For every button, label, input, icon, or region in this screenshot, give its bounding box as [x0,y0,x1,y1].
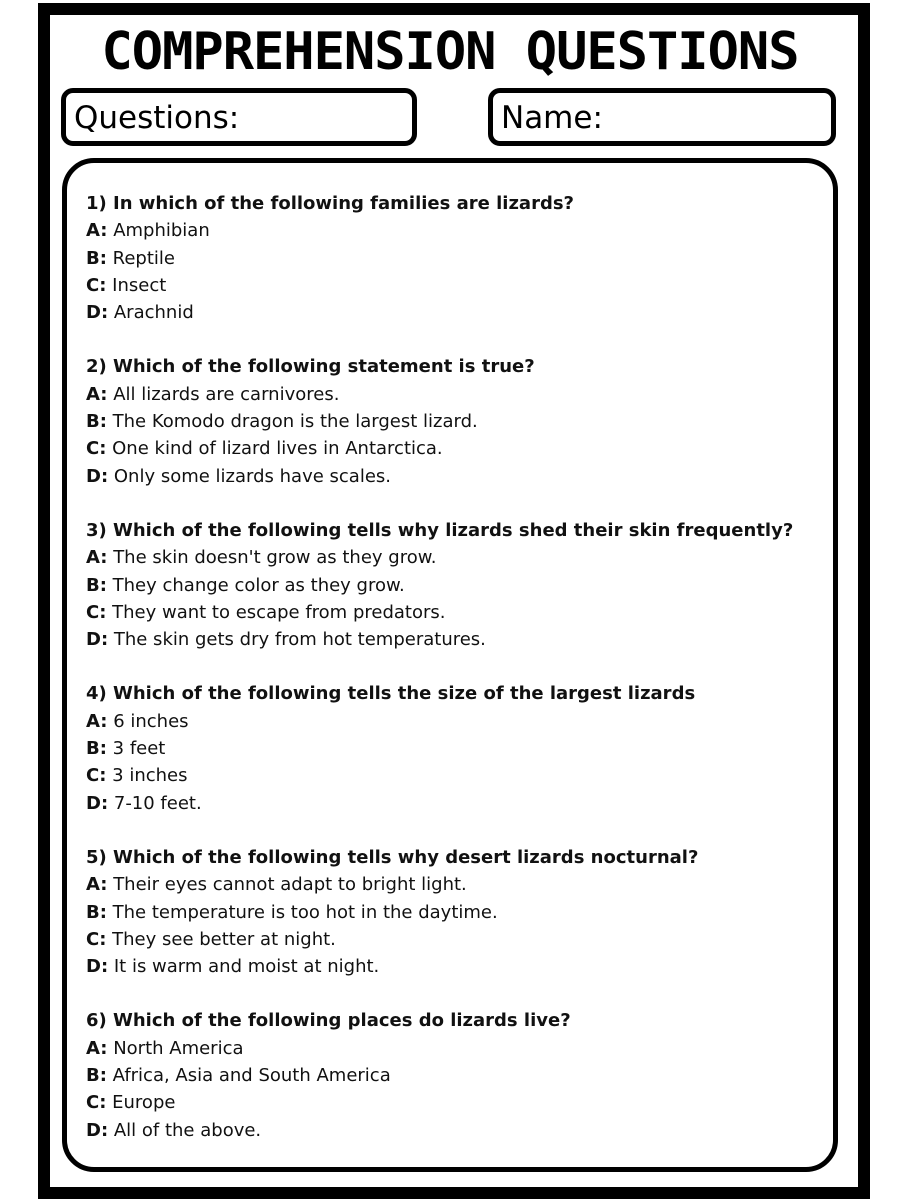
option-text: Arachnid [108,302,194,324]
name-field-box[interactable] [488,88,836,146]
option-text: 3 inches [106,765,188,787]
answer-option[interactable] [86,1035,826,1062]
page-title: COMPREHENSION QUESTIONS [101,22,799,82]
option-letter: C: [86,438,107,460]
question-text: 2) Which of the following statement is true? [86,356,535,378]
option-text: All lizards are carnivores. [107,383,340,405]
answer-option[interactable] [86,790,826,817]
option-text: 6 inches [107,710,189,732]
option-text: Insect [106,274,167,296]
option-letter: B: [86,738,107,760]
option-text: The temperature is too hot in the daytime. [106,901,498,923]
question-block [86,680,826,816]
answer-option[interactable] [86,217,826,244]
option-text: The Komodo dragon is the largest lizard. [106,411,478,433]
option-text: It is warm and moist at night. [108,956,380,978]
option-letter: B: [86,247,107,269]
option-letter: A: [86,874,108,896]
option-letter: C: [86,601,107,623]
option-text: Only some lizards have scales. [108,465,391,487]
name-label: Name: [501,100,603,136]
question-block [86,190,826,326]
answer-option[interactable] [86,435,826,462]
answer-option[interactable] [86,381,826,408]
question-block [86,844,826,980]
question-text: 4) Which of the following tells the size of the largest lizards [86,683,696,705]
option-letter: B: [86,1065,107,1087]
option-letter: D: [86,465,109,487]
option-text: They change color as they grow. [106,574,405,596]
option-letter: D: [86,1119,109,1141]
option-letter: B: [86,901,107,923]
option-letter: D: [86,629,109,651]
option-letter: C: [86,274,107,296]
option-text: Africa, Asia and South America [106,1065,391,1087]
answer-option[interactable] [86,272,826,299]
option-letter: A: [86,547,108,569]
questions-label: Questions: [74,100,240,136]
answer-option[interactable] [86,1117,826,1144]
answer-option[interactable] [86,953,826,980]
option-text: The skin doesn't grow as they grow. [107,547,437,569]
question-block [86,517,826,653]
option-letter: D: [86,956,109,978]
answer-option[interactable] [86,762,826,789]
option-letter: A: [86,710,108,732]
questions-label-box [61,88,417,146]
option-letter: C: [86,928,107,950]
answer-option[interactable] [86,626,826,653]
option-text: Amphibian [107,220,210,242]
option-letter: C: [86,1092,107,1114]
answer-option[interactable] [86,463,826,490]
answer-option[interactable] [86,408,826,435]
question-text: 1) In which of the following families are lizards? [86,193,574,214]
option-letter: B: [86,411,107,433]
answer-option[interactable] [86,599,826,626]
option-text: 7-10 feet. [108,792,202,814]
question-block [86,1007,826,1143]
answer-option[interactable] [86,871,826,898]
question-text: 5) Which of the following tells why desert lizards nocturnal? [86,846,699,868]
answer-option[interactable] [86,708,826,735]
option-letter: C: [86,765,107,787]
option-text: 3 feet [106,738,166,760]
option-text: They see better at night. [106,928,336,950]
option-letter: D: [86,302,109,324]
option-text: North America [107,1037,244,1059]
answer-option[interactable] [86,544,826,571]
option-letter: D: [86,792,109,814]
answer-option[interactable] [86,572,826,599]
option-letter: B: [86,574,107,596]
option-text: Their eyes cannot adapt to bright light. [107,874,467,896]
option-text: All of the above. [108,1119,262,1141]
question-list [86,190,826,1171]
option-text: Reptile [106,247,175,269]
option-text: They want to escape from predators. [106,601,446,623]
question-text: 3) Which of the following tells why lizards shed their skin frequently? [86,519,794,541]
option-letter: A: [86,1037,108,1059]
option-text: Europe [106,1092,176,1114]
answer-option[interactable] [86,735,826,762]
option-text: One kind of lizard lives in Antarctica. [106,438,443,460]
option-text: The skin gets dry from hot temperatures. [108,629,486,651]
answer-option[interactable] [86,899,826,926]
question-text: 6) Which of the following places do lizards live? [86,1010,571,1032]
answer-option[interactable] [86,926,826,953]
question-block [86,353,826,489]
answer-option[interactable] [86,245,826,272]
option-letter: A: [86,220,108,242]
option-letter: A: [86,383,108,405]
answer-option[interactable] [86,299,826,326]
answer-option[interactable] [86,1089,826,1116]
answer-option[interactable] [86,1062,826,1089]
